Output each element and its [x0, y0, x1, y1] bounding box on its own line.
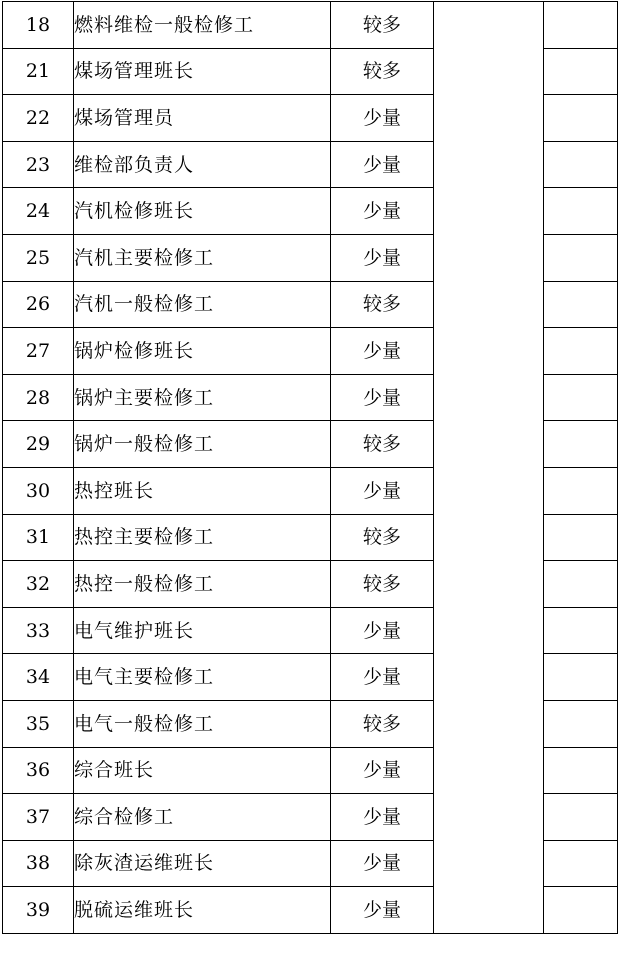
blank-cell [544, 95, 618, 142]
blank-cell [544, 654, 618, 701]
row-number: 29 [3, 421, 74, 468]
position-table-body [3, 2, 618, 934]
position-name: 锅炉检修班长 [74, 328, 331, 375]
demand-level: 少量 [331, 188, 434, 235]
position-name: 汽机一般检修工 [74, 281, 331, 328]
demand-level: 少量 [331, 747, 434, 794]
demand-level: 较多 [331, 2, 434, 49]
blank-cell [544, 794, 618, 841]
row-number: 39 [3, 887, 74, 934]
demand-level: 少量 [331, 234, 434, 281]
demand-level: 少量 [331, 328, 434, 375]
position-table [2, 1, 618, 934]
position-name: 维检部负责人 [74, 141, 331, 188]
blank-cell [544, 887, 618, 934]
position-name: 电气主要检修工 [74, 654, 331, 701]
position-name: 煤场管理员 [74, 95, 331, 142]
position-name: 脱硫运维班长 [74, 887, 331, 934]
row-number: 38 [3, 840, 74, 887]
position-name: 电气一般检修工 [74, 700, 331, 747]
position-name: 热控班长 [74, 467, 331, 514]
demand-level: 少量 [331, 607, 434, 654]
position-name: 燃料维检一般检修工 [74, 2, 331, 49]
row-number: 35 [3, 700, 74, 747]
row-number: 21 [3, 48, 74, 95]
blank-cell [544, 234, 618, 281]
position-name: 锅炉一般检修工 [74, 421, 331, 468]
blank-cell [544, 188, 618, 235]
position-name: 煤场管理班长 [74, 48, 331, 95]
row-number: 24 [3, 188, 74, 235]
row-number: 34 [3, 654, 74, 701]
blank-cell [544, 467, 618, 514]
row-number: 31 [3, 514, 74, 561]
position-name: 热控一般检修工 [74, 561, 331, 608]
row-number: 23 [3, 141, 74, 188]
position-name: 热控主要检修工 [74, 514, 331, 561]
row-number: 37 [3, 794, 74, 841]
blank-cell [544, 141, 618, 188]
demand-level: 较多 [331, 514, 434, 561]
demand-level: 少量 [331, 654, 434, 701]
demand-level: 较多 [331, 561, 434, 608]
blank-cell [544, 561, 618, 608]
row-number: 22 [3, 95, 74, 142]
position-name: 除灰渣运维班长 [74, 840, 331, 887]
demand-level: 少量 [331, 95, 434, 142]
blank-cell [544, 374, 618, 421]
row-number: 30 [3, 467, 74, 514]
blank-cell [544, 607, 618, 654]
demand-level: 少量 [331, 374, 434, 421]
demand-level: 较多 [331, 281, 434, 328]
demand-level: 较多 [331, 700, 434, 747]
demand-level: 少量 [331, 887, 434, 934]
blank-cell [544, 421, 618, 468]
demand-level: 少量 [331, 840, 434, 887]
row-number: 25 [3, 234, 74, 281]
blank-cell [544, 840, 618, 887]
blank-cell [544, 747, 618, 794]
blank-cell [544, 514, 618, 561]
row-number: 32 [3, 561, 74, 608]
row-number: 33 [3, 607, 74, 654]
row-number: 26 [3, 281, 74, 328]
blank-cell [544, 328, 618, 375]
row-number: 28 [3, 374, 74, 421]
demand-level: 少量 [331, 141, 434, 188]
demand-level: 少量 [331, 794, 434, 841]
row-number: 27 [3, 328, 74, 375]
table-row [3, 2, 618, 49]
position-name: 汽机主要检修工 [74, 234, 331, 281]
position-name: 综合检修工 [74, 794, 331, 841]
blank-cell [544, 700, 618, 747]
demand-level: 少量 [331, 467, 434, 514]
demand-level: 较多 [331, 48, 434, 95]
position-name: 电气维护班长 [74, 607, 331, 654]
position-name: 锅炉主要检修工 [74, 374, 331, 421]
blank-merged-cell [434, 2, 544, 934]
row-number: 18 [3, 2, 74, 49]
row-number: 36 [3, 747, 74, 794]
blank-cell [544, 281, 618, 328]
position-name: 综合班长 [74, 747, 331, 794]
blank-cell [544, 48, 618, 95]
blank-cell [544, 2, 618, 49]
position-name: 汽机检修班长 [74, 188, 331, 235]
demand-level: 较多 [331, 421, 434, 468]
